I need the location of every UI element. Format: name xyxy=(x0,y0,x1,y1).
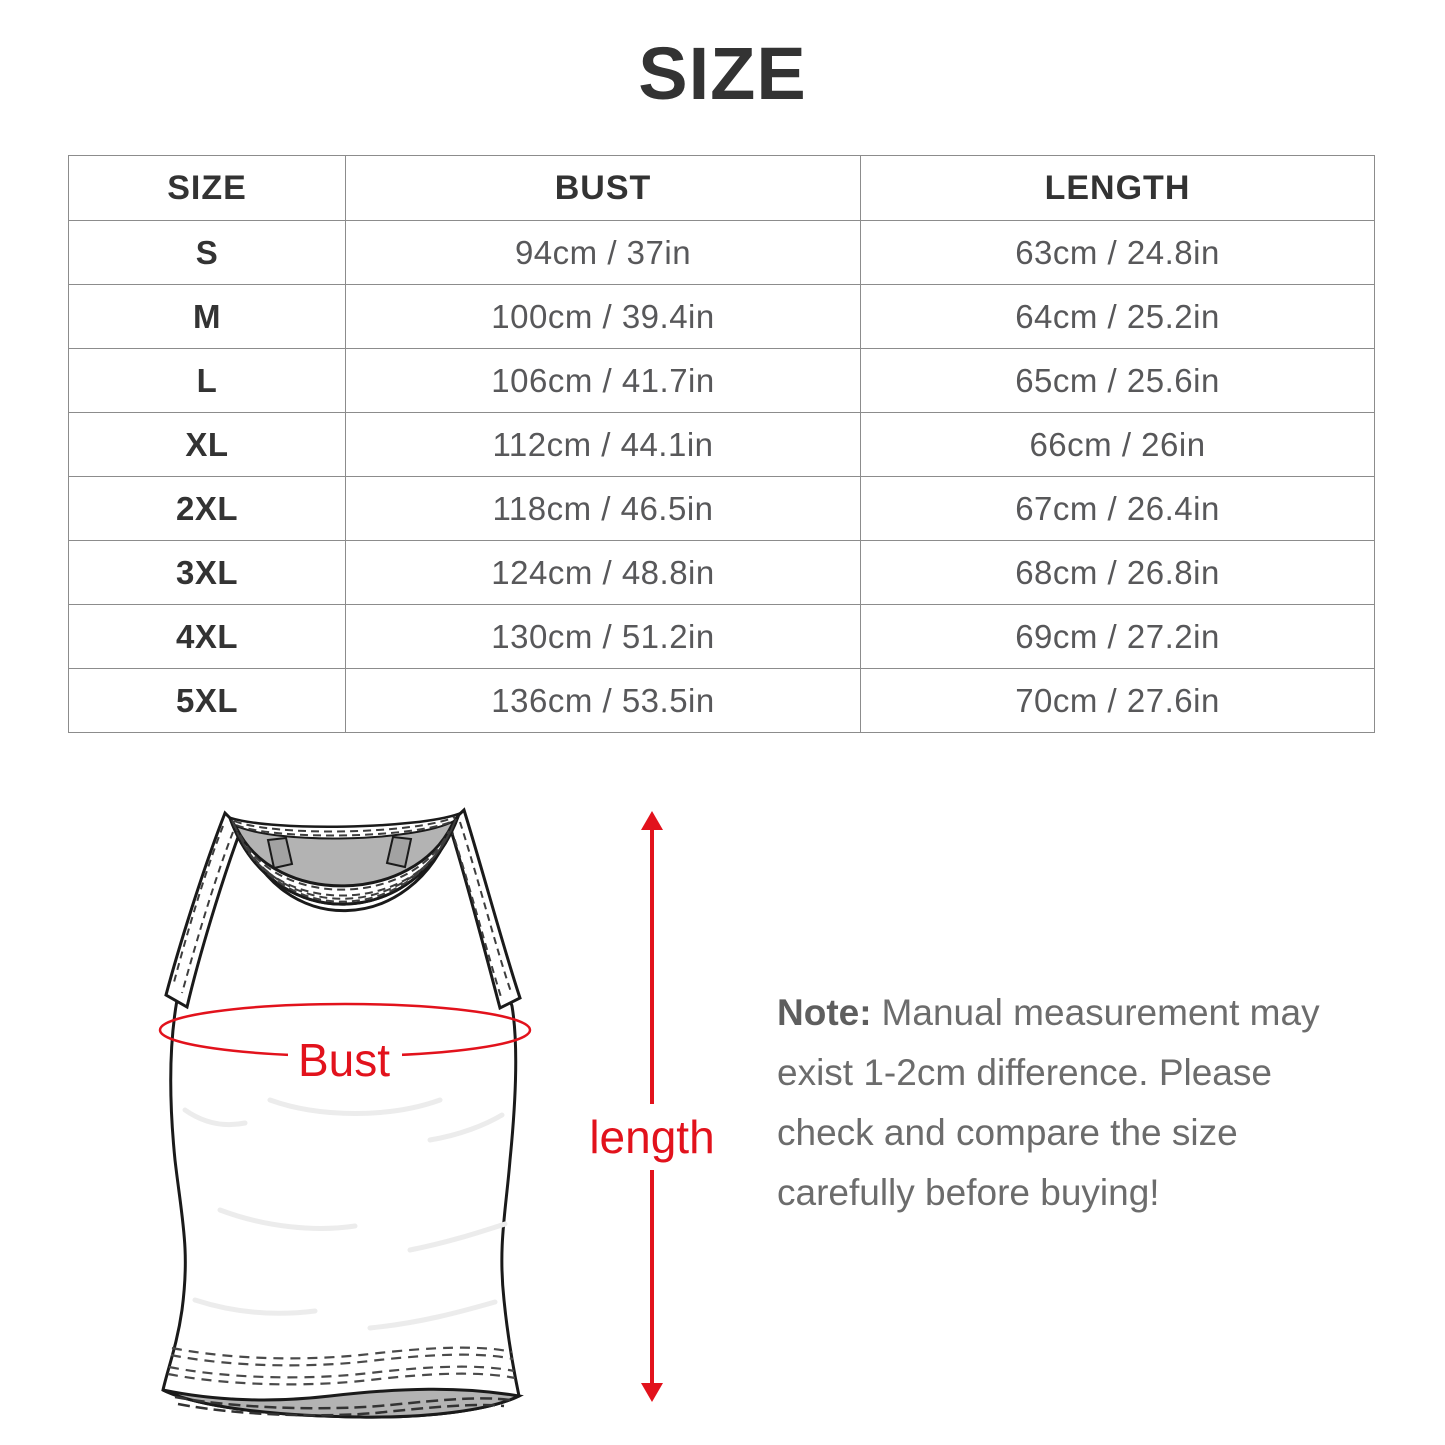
size-cell: L xyxy=(69,349,346,413)
table-row xyxy=(69,285,1375,349)
length-cell: 69cm / 27.2in xyxy=(861,605,1375,669)
table-row xyxy=(69,413,1375,477)
length-arrow xyxy=(589,811,714,1402)
arrow-down-icon xyxy=(641,1383,663,1402)
length-cell: 64cm / 25.2in xyxy=(861,285,1375,349)
length-cell: 63cm / 24.8in xyxy=(861,221,1375,285)
length-cell: 65cm / 25.6in xyxy=(861,349,1375,413)
table-row xyxy=(69,349,1375,413)
column-header-size: SIZE xyxy=(69,156,346,221)
table-row xyxy=(69,477,1375,541)
column-header-bust: BUST xyxy=(346,156,861,221)
bust-cell: 112cm / 44.1in xyxy=(346,413,861,477)
table-row xyxy=(69,605,1375,669)
note-text: Manual measurement may exist 1-2cm difference. Please check and compare the size carefully before buying! xyxy=(777,992,1320,1213)
size-cell: 5XL xyxy=(69,669,346,733)
bust-cell: 118cm / 46.5in xyxy=(346,477,861,541)
length-label: length xyxy=(589,1111,715,1163)
size-cell: M xyxy=(69,285,346,349)
size-cell: 4XL xyxy=(69,605,346,669)
table-row xyxy=(69,669,1375,733)
measurement-diagram xyxy=(130,780,730,1440)
bust-cell: 100cm / 39.4in xyxy=(346,285,861,349)
length-cell: 70cm / 27.6in xyxy=(861,669,1375,733)
bust-cell: 94cm / 37in xyxy=(346,221,861,285)
size-cell: 3XL xyxy=(69,541,346,605)
length-cell: 66cm / 26in xyxy=(861,413,1375,477)
bust-cell: 136cm / 53.5in xyxy=(346,669,861,733)
table-header-row xyxy=(69,156,1375,221)
measurement-note xyxy=(777,983,1337,1223)
note-label: Note: xyxy=(777,992,872,1033)
tank-top-illustration xyxy=(130,780,730,1440)
size-chart-table xyxy=(68,155,1375,733)
garment-body xyxy=(163,825,519,1417)
column-header-length: LENGTH xyxy=(861,156,1375,221)
arrow-up-icon xyxy=(641,811,663,830)
size-cell: XL xyxy=(69,413,346,477)
page-title: SIZE xyxy=(638,32,807,115)
table-row xyxy=(69,541,1375,605)
bust-cell: 130cm / 51.2in xyxy=(346,605,861,669)
length-cell: 68cm / 26.8in xyxy=(861,541,1375,605)
size-cell: 2XL xyxy=(69,477,346,541)
table-row xyxy=(69,221,1375,285)
bust-cell: 106cm / 41.7in xyxy=(346,349,861,413)
bust-cell: 124cm / 48.8in xyxy=(346,541,861,605)
length-cell: 67cm / 26.4in xyxy=(861,477,1375,541)
bust-label: Bust xyxy=(297,1034,391,1086)
size-cell: S xyxy=(69,221,346,285)
